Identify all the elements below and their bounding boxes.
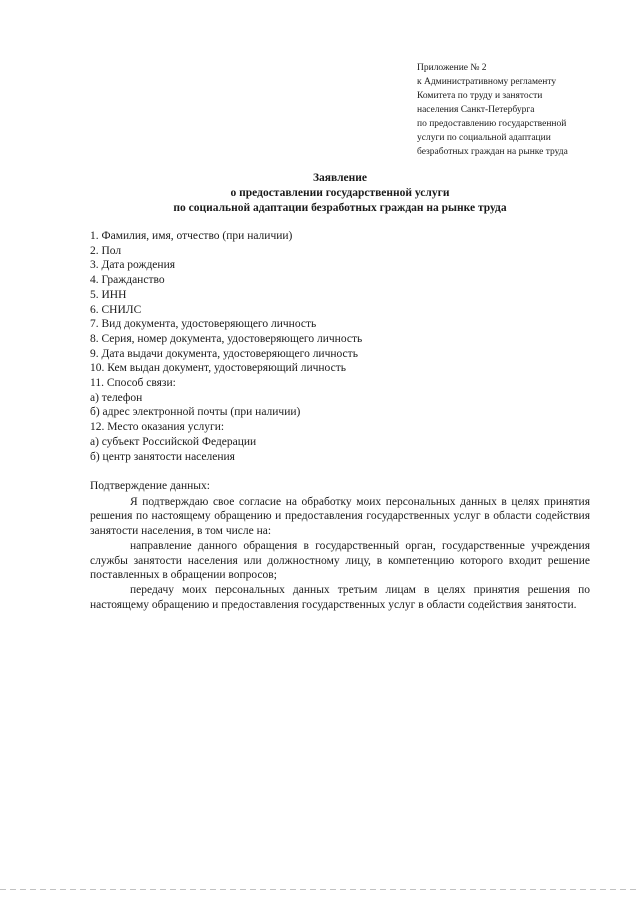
appendix-line: по предоставлению государственной bbox=[417, 119, 567, 129]
field-item: 12. Место оказания услуги: bbox=[90, 421, 225, 434]
title-line: по социальной адаптации безработных граждан на рынке труда bbox=[173, 202, 507, 214]
field-item: 7. Вид документа, удостоверяющего личность bbox=[90, 318, 317, 331]
field-item: а) телефон bbox=[90, 391, 143, 404]
field-item: б) адрес электронной почты (при наличии) bbox=[90, 406, 301, 419]
consent-paragraph: направление данного обращения в государственный орган, государственные учреждения службы занятости населения или должностному лицу, в компетенцию которого входит решение поставленных в обращении вопросов; bbox=[90, 539, 590, 582]
appendix-line: к Административному регламенту bbox=[417, 77, 557, 87]
application-fields bbox=[90, 229, 590, 464]
field-item: 5. ИНН bbox=[90, 288, 127, 301]
title-line: Заявление bbox=[312, 172, 367, 184]
field-item: 10. Кем выдан документ, удостоверяющий личность bbox=[90, 362, 346, 375]
field-item: 3. Дата рождения bbox=[90, 259, 176, 272]
field-item: б) центр занятости населения bbox=[90, 450, 235, 463]
consent-paragraph: передачу моих персональных данных третьим лицам в целях принятия решения по настоящему обращению и предоставления государственных услуг в области содействия занятости. bbox=[90, 583, 590, 611]
field-item: 8. Серия, номер документа, удостоверяющего личность bbox=[90, 332, 363, 345]
consent-heading: Подтверждение данных: bbox=[90, 480, 210, 492]
appendix-line: населения Санкт-Петербурга bbox=[417, 105, 535, 115]
field-item: 9. Дата выдачи документа, удостоверяющего личность bbox=[90, 347, 358, 360]
field-item: 1. Фамилия, имя, отчество (при наличии) bbox=[90, 230, 293, 242]
appendix-line: безработных граждан на рынке труда bbox=[417, 147, 568, 157]
consent-section bbox=[90, 479, 590, 612]
field-item: 4. Гражданство bbox=[90, 274, 165, 287]
scan-artifact-line bbox=[0, 889, 640, 890]
appendix-line: услуги по социальной адаптации bbox=[417, 133, 551, 143]
appendix-note bbox=[417, 61, 617, 159]
field-item: 2. Пол bbox=[90, 244, 122, 257]
title-line: о предоставлении государственной услуги bbox=[230, 187, 450, 199]
field-item: а) субъект Российской Федерации bbox=[90, 435, 257, 448]
field-item: 11. Способ связи: bbox=[90, 377, 176, 390]
field-item: 6. СНИЛС bbox=[90, 303, 142, 316]
consent-paragraph: Я подтверждаю свое согласие на обработку моих персональных данных в целях принятия решения по настоящему обращению и предоставления государственных услуг в области содействия занятости населения, в том числе на: bbox=[90, 495, 590, 538]
document-title bbox=[90, 171, 590, 216]
appendix-line: Приложение № 2 bbox=[417, 63, 487, 73]
appendix-line: Комитета по труду и занятости bbox=[417, 91, 543, 101]
